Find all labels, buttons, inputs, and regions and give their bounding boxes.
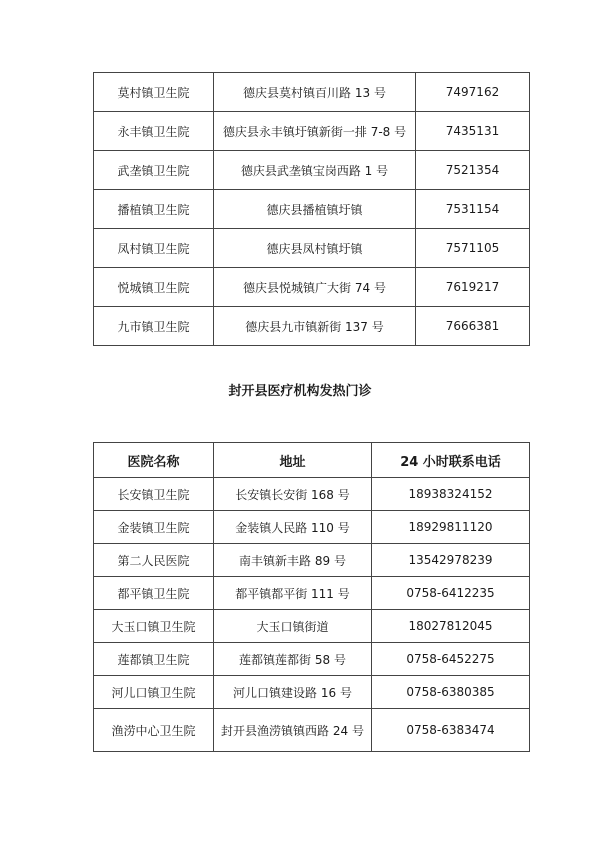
hospital-address: 封开县渔涝镇镇西路 24 号 bbox=[214, 709, 372, 752]
hospital-address: 河儿口镇建设路 16 号 bbox=[214, 676, 372, 709]
hospital-name: 九市镇卫生院 bbox=[94, 307, 214, 346]
hospital-name: 播植镇卫生院 bbox=[94, 190, 214, 229]
hospital-address: 德庆县武垄镇宝岗西路 1 号 bbox=[214, 151, 416, 190]
hospital-address: 德庆县凤村镇圩镇 bbox=[214, 229, 416, 268]
table-row bbox=[94, 307, 530, 346]
table-row bbox=[94, 643, 530, 676]
hospital-name: 武垄镇卫生院 bbox=[94, 151, 214, 190]
hospital-name: 渔涝中心卫生院 bbox=[94, 709, 214, 752]
hospital-name: 莫村镇卫生院 bbox=[94, 73, 214, 112]
hospital-phone: 18027812045 bbox=[372, 610, 530, 643]
table-row bbox=[94, 709, 530, 752]
hospital-address: 德庆县永丰镇圩镇新街一排 7-8 号 bbox=[214, 112, 416, 151]
hospital-phone: 7521354 bbox=[416, 151, 530, 190]
fengkai-hospital-table bbox=[93, 442, 530, 752]
hospital-address: 莲都镇莲都街 58 号 bbox=[214, 643, 372, 676]
hospital-name: 永丰镇卫生院 bbox=[94, 112, 214, 151]
header-address: 地址 bbox=[214, 443, 372, 478]
hospital-phone: 7497162 bbox=[416, 73, 530, 112]
header-hospital-name: 医院名称 bbox=[94, 443, 214, 478]
hospital-phone: 18938324152 bbox=[372, 478, 530, 511]
table-row bbox=[94, 151, 530, 190]
hospital-address: 南丰镇新丰路 89 号 bbox=[214, 544, 372, 577]
table-row bbox=[94, 544, 530, 577]
hospital-address: 长安镇长安街 168 号 bbox=[214, 478, 372, 511]
table-row bbox=[94, 229, 530, 268]
hospital-address: 大玉口镇街道 bbox=[214, 610, 372, 643]
table-row bbox=[94, 190, 530, 229]
hospital-name: 凤村镇卫生院 bbox=[94, 229, 214, 268]
hospital-address: 德庆县播植镇圩镇 bbox=[214, 190, 416, 229]
hospital-phone: 0758-6380385 bbox=[372, 676, 530, 709]
hospital-phone: 7531154 bbox=[416, 190, 530, 229]
hospital-name: 大玉口镇卫生院 bbox=[94, 610, 214, 643]
hospital-address: 金装镇人民路 110 号 bbox=[214, 511, 372, 544]
hospital-name: 莲都镇卫生院 bbox=[94, 643, 214, 676]
hospital-address: 都平镇都平街 111 号 bbox=[214, 577, 372, 610]
hospital-address: 德庆县九市镇新街 137 号 bbox=[214, 307, 416, 346]
hospital-phone: 18929811120 bbox=[372, 511, 530, 544]
hospital-phone: 7619217 bbox=[416, 268, 530, 307]
hospital-name: 第二人民医院 bbox=[94, 544, 214, 577]
hospital-name: 长安镇卫生院 bbox=[94, 478, 214, 511]
hospital-phone: 0758-6452275 bbox=[372, 643, 530, 676]
table-header-row bbox=[94, 443, 530, 478]
hospital-phone: 7435131 bbox=[416, 112, 530, 151]
table-row bbox=[94, 268, 530, 307]
hospital-phone: 7666381 bbox=[416, 307, 530, 346]
hospital-phone: 0758-6412235 bbox=[372, 577, 530, 610]
table-row bbox=[94, 478, 530, 511]
header-phone: 24 小时联系电话 bbox=[372, 443, 530, 478]
table-row bbox=[94, 511, 530, 544]
hospital-name: 金装镇卫生院 bbox=[94, 511, 214, 544]
hospital-address: 德庆县莫村镇百川路 13 号 bbox=[214, 73, 416, 112]
hospital-phone: 0758-6383474 bbox=[372, 709, 530, 752]
hospital-name: 河儿口镇卫生院 bbox=[94, 676, 214, 709]
hospital-address: 德庆县悦城镇广大街 74 号 bbox=[214, 268, 416, 307]
table-row bbox=[94, 73, 530, 112]
hospital-name: 都平镇卫生院 bbox=[94, 577, 214, 610]
hospital-phone: 7571105 bbox=[416, 229, 530, 268]
table-row bbox=[94, 676, 530, 709]
table-row bbox=[94, 610, 530, 643]
hospital-name: 悦城镇卫生院 bbox=[94, 268, 214, 307]
table-row bbox=[94, 112, 530, 151]
hospital-phone: 13542978239 bbox=[372, 544, 530, 577]
table-row bbox=[94, 577, 530, 610]
deqing-hospital-table bbox=[93, 72, 530, 346]
section-title: 封开县医疗机构发热门诊 bbox=[228, 384, 372, 399]
